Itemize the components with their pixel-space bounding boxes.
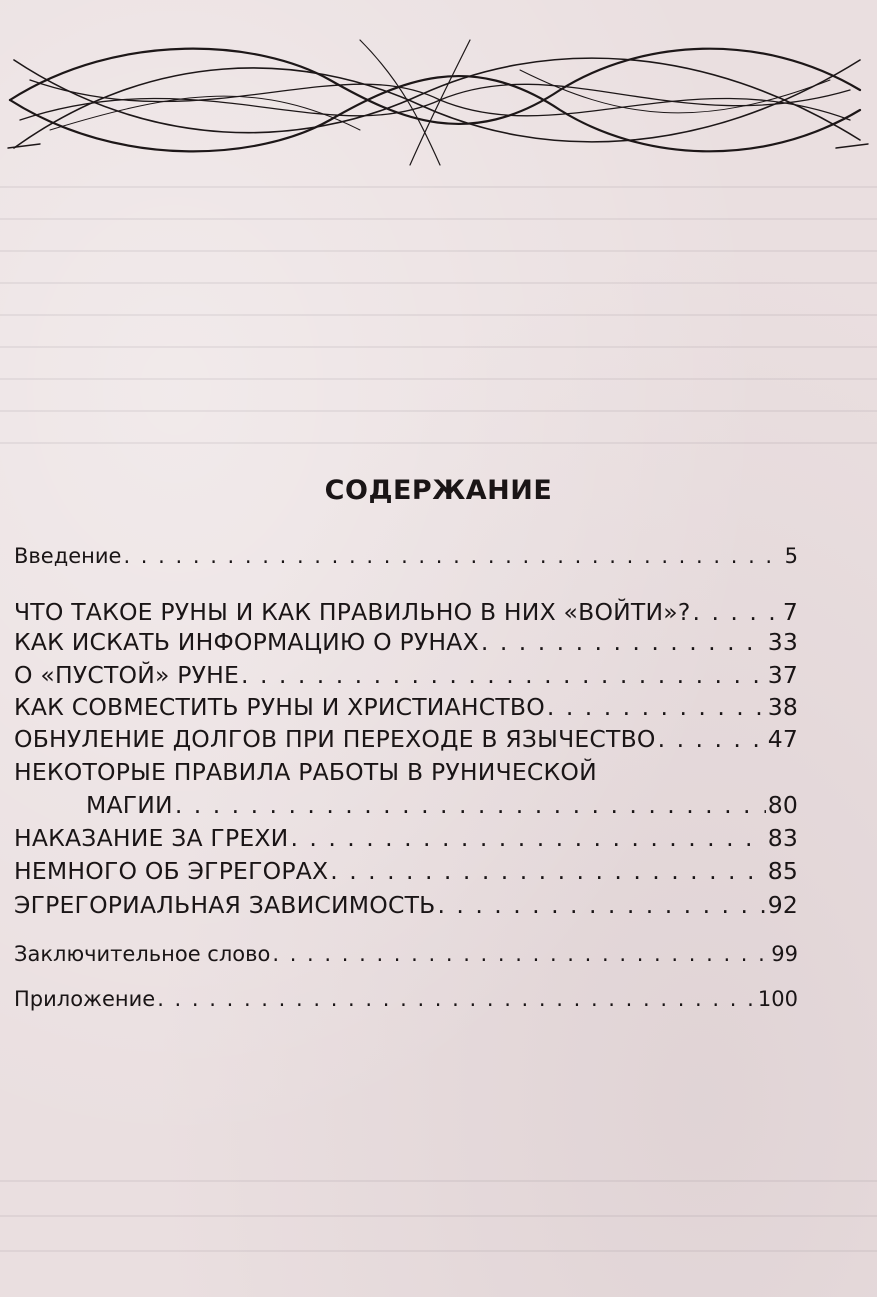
toc-entry[interactable] [14,598,798,626]
toc-entry-title: КАК ИСКАТЬ ИНФОРМАЦИЮ О РУНАХ [14,628,479,656]
toc-entry[interactable] [14,544,798,568]
toc-entry[interactable] [14,725,798,753]
toc-entry[interactable] [14,942,798,966]
toc-entry-page: 47 [767,725,798,753]
toc-leader-dots [330,857,765,885]
toc-leader-dots [175,791,766,819]
toc-entry-page: 99 [771,942,798,966]
toc-entry[interactable] [14,987,798,1011]
toc-entry-title-continuation: МАГИИ [86,791,173,819]
toc-entry-title: КАК СОВМЕСТИТЬ РУНЫ И ХРИСТИАНСТВО [14,693,545,721]
toc-leader-dots [547,693,766,721]
toc-leader-dots [123,544,782,568]
toc-entry-page: 5 [784,544,798,568]
toc-entry-title: Приложение [14,987,156,1011]
toc-entry-page: 33 [767,628,798,656]
toc-entry-page: 38 [767,693,798,721]
toc-entry[interactable] [14,891,798,919]
toc-entry-page: 85 [767,857,798,885]
toc-entry-title: ОБНУЛЕНИЕ ДОЛГОВ ПРИ ПЕРЕХОДЕ В ЯЗЫЧЕСТВО [14,725,656,753]
toc-entry-page: 92 [767,891,798,919]
toc-leader-dots [658,725,766,753]
toc-entry-page: 7 [782,598,798,626]
toc-entry-continuation[interactable] [86,791,798,819]
toc-entry[interactable] [14,824,798,852]
toc-entry-page: 83 [767,824,798,852]
toc-entry-title: НЕКОТОРЫЕ ПРАВИЛА РАБОТЫ В РУНИЧЕСКОЙ [14,758,597,786]
toc-entry-title: НАКАЗАНИЕ ЗА ГРЕХИ [14,824,289,852]
toc-leader-dots [272,942,769,966]
toc-leader-dots [437,891,765,919]
toc-entry-title: Введение [14,544,122,568]
toc-entry[interactable] [14,661,798,689]
toc-entry-title: ЭГРЕГОРИАЛЬНАЯ ЗАВИСИМОСТЬ [14,891,436,919]
toc-entry[interactable] [14,758,798,786]
toc-leader-dots [241,661,766,689]
toc-leader-dots [481,628,766,656]
toc-leader-dots [290,824,765,852]
toc-entry[interactable] [14,857,798,885]
toc-leader-dots [157,987,756,1011]
toc-entry-title: НЕМНОГО ОБ ЭГРЕГОРАХ [14,857,329,885]
toc-leader-dots [693,598,781,626]
toc-entry-page: 37 [767,661,798,689]
toc-entry-title: О «ПУСТОЙ» РУНЕ [14,661,240,689]
toc-entry[interactable] [14,693,798,721]
toc-entry-title: Заключительное слово [14,942,271,966]
toc-entry-title: ЧТО ТАКОЕ РУНЫ И КАК ПРАВИЛЬНО В НИХ «ВОЙТИ»? [14,598,691,626]
toc-entry-page: 80 [767,791,798,819]
toc-entry-page: 100 [757,987,798,1011]
toc-entry[interactable] [14,628,798,656]
page-title: СОДЕРЖАНИЕ [324,475,553,506]
